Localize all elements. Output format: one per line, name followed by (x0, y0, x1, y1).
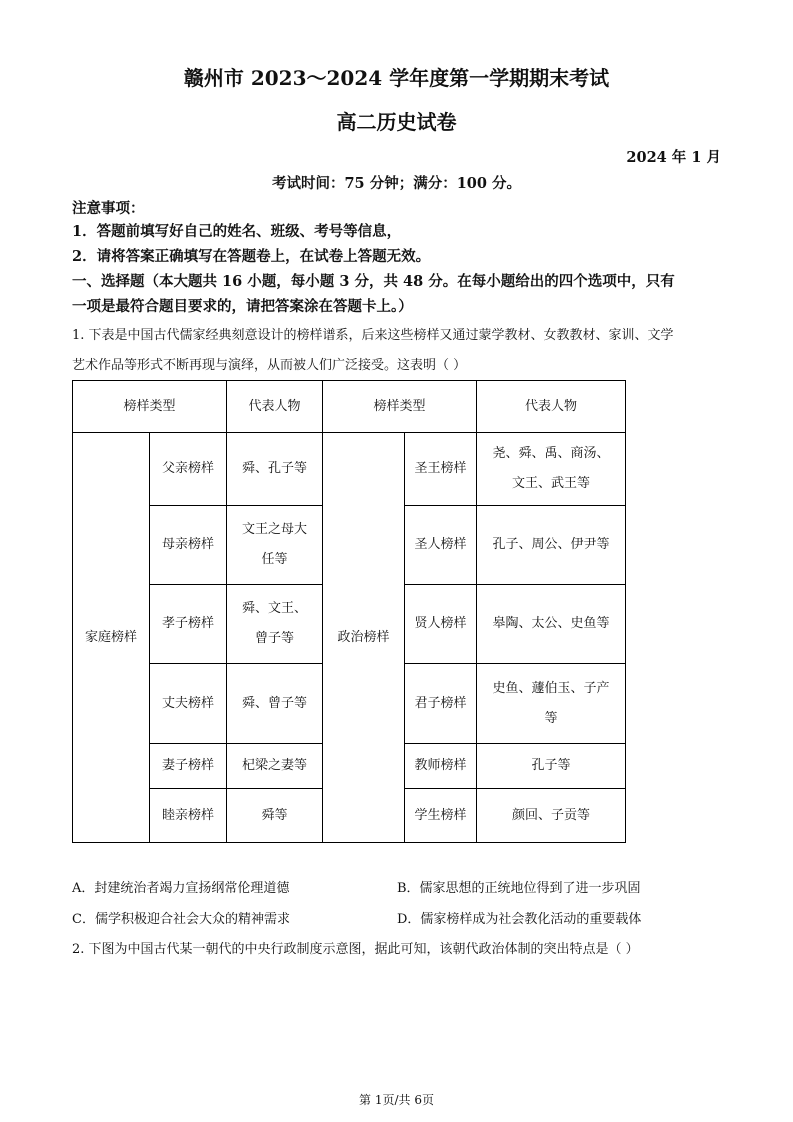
cell-line: 尧、舜、禹、商汤、 (492, 446, 610, 461)
table-cell: 孔子、周公、伊尹等 (477, 506, 626, 585)
page-number: 第 1页/共 6页 (359, 1093, 434, 1107)
table-cell (477, 433, 626, 506)
section-heading-line-2: 一项是最符合题目要求的，请把答案涂在答题卡上。） (72, 298, 413, 315)
table-header-cell: 榜样类型 (73, 381, 227, 433)
page-title: 赣州市 2023～2024 学年度第一学期期末考试 (183, 66, 610, 90)
table-cell: 皋陶、太公、史鱼等 (477, 585, 626, 664)
table-cell: 君子榜样 (405, 664, 477, 744)
table-cell: 舜等 (227, 789, 323, 843)
table-cell: 父亲榜样 (150, 433, 227, 506)
group-political: 政治榜样 (323, 433, 405, 843)
page-subtitle: 高二历史试卷 (336, 110, 457, 134)
table-cell: 妻子榜样 (150, 744, 227, 789)
table-cell: 母亲榜样 (150, 506, 227, 585)
cell-line: 史鱼、蘧伯玉、子产 (492, 680, 610, 696)
table-cell: 圣人榜样 (405, 506, 477, 585)
cell-line: 任等 (261, 552, 288, 567)
table-header-row (73, 381, 626, 433)
cell-line: 舜、文王、 (242, 601, 308, 616)
option-d: D．儒家榜样成为社会教化活动的重要载体 (397, 912, 642, 927)
option-a: A．封建统治者竭力宣扬纲常伦理道德 (72, 881, 290, 896)
table-cell: 杞梁之妻等 (227, 744, 323, 789)
table-header-cell: 代表人物 (477, 381, 626, 433)
table-cell (227, 585, 323, 664)
cell-line: 曾子等 (255, 631, 295, 646)
table-cell: 舜、曾子等 (227, 664, 323, 744)
cell-line: 等 (544, 710, 558, 726)
question-1-stem-line-2: 艺术作品等形式不断再现与演绎，从而被人们广泛接受。这表明（ ） (72, 358, 467, 373)
table-header-cell: 代表人物 (227, 381, 323, 433)
table-cell: 睦亲榜样 (150, 789, 227, 843)
exam-info: 考试时间：75 分钟；满分：100 分。 (271, 175, 522, 192)
notice-item-2: 2．请将答案正确填写在答题卷上，在试卷上答题无效。 (72, 248, 431, 265)
table-cell (227, 506, 323, 585)
table-cell: 孝子榜样 (150, 585, 227, 664)
option-c: C．儒学积极迎合社会大众的精神需求 (72, 912, 290, 927)
notice-heading: 注意事项： (72, 200, 145, 217)
option-b: B．儒家思想的正统地位得到了进一步巩固 (397, 881, 641, 896)
question-1-stem-line-1: 1. 下表是中国古代儒家经典刻意设计的榜样谱系，后来这些榜样又通过蒙学教材、女教教材、家训、文学 (72, 328, 674, 343)
notice-item-1: 1．答题前填写好自己的姓名、班级、考号等信息， (72, 223, 402, 240)
question-2-stem: 2. 下图为中国古代某一朝代的中央行政制度示意图，据此可知，该朝代政治体制的突出特点是（ ） (72, 942, 639, 957)
table-cell: 颜回、子贡等 (477, 789, 626, 843)
table-cell: 舜、孔子等 (227, 433, 323, 506)
table-header-cell: 榜样类型 (323, 381, 477, 433)
table-cell: 孔子等 (477, 744, 626, 789)
table-cell: 教师榜样 (405, 744, 477, 789)
table-cell: 丈夫榜样 (150, 664, 227, 744)
table-cell (477, 664, 626, 744)
cell-line: 文王之母大 (242, 522, 308, 537)
table-cell: 学生榜样 (405, 789, 477, 843)
role-model-table (72, 380, 626, 843)
cell-line: 文王、武王等 (512, 476, 591, 491)
exam-date: 2024 年 1 月 (626, 149, 721, 166)
section-heading-line-1: 一、选择题（本大题共 16 小题，每小题 3 分，共 48 分。在每小题给出的四个选项中，只有 (72, 273, 675, 290)
group-family: 家庭榜样 (73, 433, 150, 843)
table-row (73, 433, 626, 506)
table-cell: 圣王榜样 (405, 433, 477, 506)
table-cell: 贤人榜样 (405, 585, 477, 664)
